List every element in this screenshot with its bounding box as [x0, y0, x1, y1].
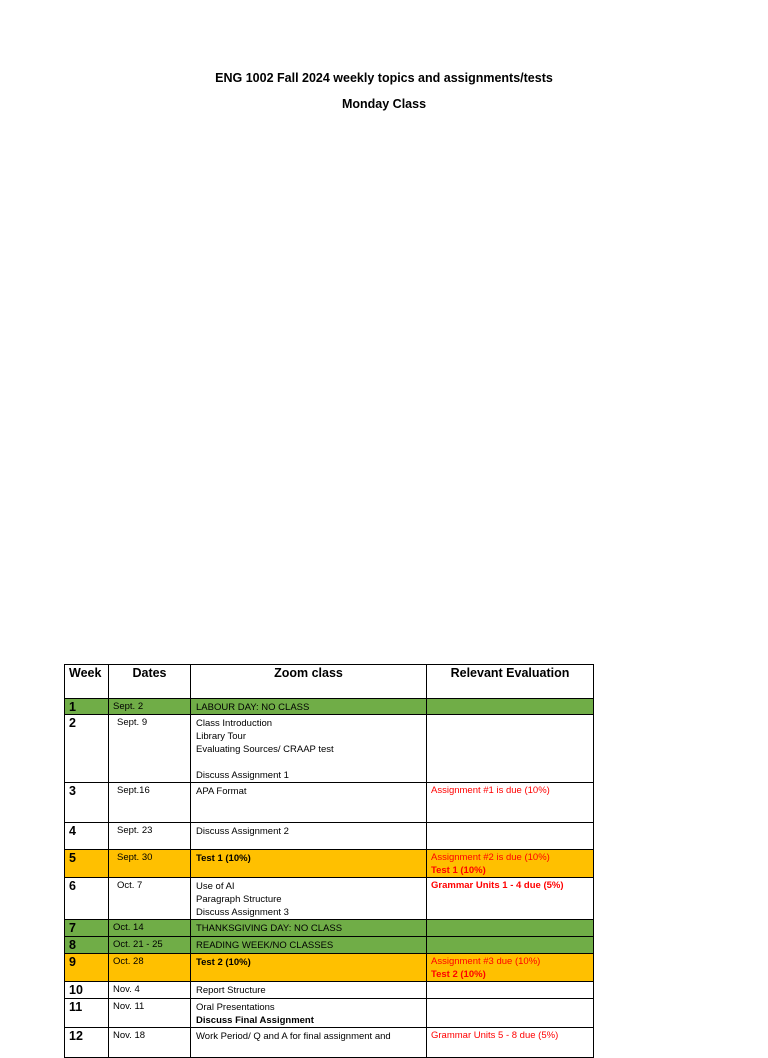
zoom-line: Report Structure: [196, 985, 266, 996]
evaluation-cell: [427, 878, 594, 920]
zoom-line: Use of AI: [196, 881, 235, 892]
zoom-topic: [191, 823, 427, 850]
week-number: 4: [65, 823, 109, 850]
zoom-line: Discuss Final Assignment: [196, 1015, 314, 1026]
week-number: 7: [65, 920, 109, 937]
zoom-topic: [191, 783, 427, 823]
zoom-topic: [191, 999, 427, 1028]
week-number: 8: [65, 937, 109, 954]
table-row: [65, 954, 594, 982]
week-number: 10: [65, 982, 109, 999]
zoom-line: Discuss Assignment 1: [196, 770, 289, 781]
week-number: 11: [65, 999, 109, 1028]
zoom-topic: [191, 878, 427, 920]
table-header-row: [65, 665, 594, 699]
zoom-line: READING WEEK/NO CLASSES: [196, 940, 334, 951]
column-header-week: Week: [65, 665, 109, 699]
week-date: Oct. 28: [109, 954, 191, 982]
evaluation-line: Assignment #2 is due (10%): [431, 852, 550, 863]
zoom-line: Discuss Assignment 3: [196, 907, 289, 918]
table-row: [65, 823, 594, 850]
evaluation-line: Grammar Units 5 - 8 due (5%): [431, 1030, 559, 1041]
table-row: [65, 982, 594, 999]
evaluation-cell: [427, 783, 594, 823]
zoom-topic: [191, 699, 427, 715]
evaluation-cell: [427, 937, 594, 954]
evaluation-cell: [427, 1028, 594, 1058]
zoom-line: Evaluating Sources/ CRAAP test: [196, 744, 334, 755]
evaluation-cell: [427, 715, 594, 783]
zoom-line: Test 2 (10%): [196, 957, 251, 968]
zoom-line: Oral Presentations: [196, 1002, 275, 1013]
zoom-line: THANKSGIVING DAY: NO CLASS: [196, 923, 343, 934]
zoom-topic: [191, 1028, 427, 1058]
week-date: Sept.16: [109, 783, 191, 823]
zoom-line: Work Period/ Q and A for final assignment and: [196, 1031, 391, 1042]
week-number: 1: [65, 699, 109, 715]
week-date: Sept. 2: [109, 699, 191, 715]
week-number: 2: [65, 715, 109, 783]
column-header-zoom-class: Zoom class: [191, 665, 427, 699]
week-date: Sept. 30: [109, 850, 191, 878]
week-number: 3: [65, 783, 109, 823]
evaluation-cell: [427, 954, 594, 982]
week-number: 6: [65, 878, 109, 920]
zoom-topic: [191, 850, 427, 878]
week-date: Nov. 18: [109, 1028, 191, 1058]
zoom-line: Library Tour: [196, 731, 246, 742]
week-number: 5: [65, 850, 109, 878]
table-row: [65, 937, 594, 954]
evaluation-cell: [427, 982, 594, 999]
table-row: [65, 1028, 594, 1058]
zoom-line: Class Introduction: [196, 718, 273, 729]
document-title: ENG 1002 Fall 2024 weekly topics and assignments/tests: [215, 71, 553, 85]
week-date: Nov. 4: [109, 982, 191, 999]
table-row: [65, 999, 594, 1028]
week-date: Oct. 14: [109, 920, 191, 937]
week-date: Sept. 9: [109, 715, 191, 783]
zoom-topic: [191, 920, 427, 937]
evaluation-line: Assignment #1 is due (10%): [431, 785, 550, 796]
evaluation-cell: [427, 823, 594, 850]
table-row: [65, 878, 594, 920]
evaluation-line: Grammar Units 1 - 4 due (5%): [431, 880, 564, 891]
evaluation-line: Assignment #3 due (10%): [431, 956, 541, 967]
week-date: Nov. 11: [109, 999, 191, 1028]
zoom-line: Paragraph Structure: [196, 894, 282, 905]
table-row: [65, 850, 594, 878]
zoom-topic: [191, 954, 427, 982]
column-header-relevant-evaluation: Relevant Evaluation: [427, 665, 594, 699]
zoom-topic: [191, 982, 427, 999]
table-row: [65, 783, 594, 823]
week-date: Oct. 7: [109, 878, 191, 920]
evaluation-cell: [427, 699, 594, 715]
evaluation-cell: [427, 850, 594, 878]
zoom-line: LABOUR DAY: NO CLASS: [196, 702, 310, 713]
evaluation-cell: [427, 920, 594, 937]
zoom-topic: [191, 937, 427, 954]
zoom-topic: [191, 715, 427, 783]
week-number: 12: [65, 1028, 109, 1058]
document-subtitle: Monday Class: [341, 97, 427, 111]
schedule-table: [64, 664, 594, 1058]
week-number: 9: [65, 954, 109, 982]
zoom-line: Test 1 (10%): [196, 853, 251, 864]
evaluation-line: Test 1 (10%): [431, 864, 486, 876]
evaluation-cell: [427, 999, 594, 1028]
table-row: [65, 715, 594, 783]
week-date: Oct. 21 - 25: [109, 937, 191, 954]
table-row: [65, 699, 594, 715]
zoom-line: APA Format: [196, 786, 247, 797]
week-date: Sept. 23: [109, 823, 191, 850]
table-row: [65, 920, 594, 937]
column-header-dates: Dates: [109, 665, 191, 699]
zoom-line: Discuss Assignment 2: [196, 826, 289, 837]
evaluation-line: Test 2 (10%): [431, 968, 486, 980]
